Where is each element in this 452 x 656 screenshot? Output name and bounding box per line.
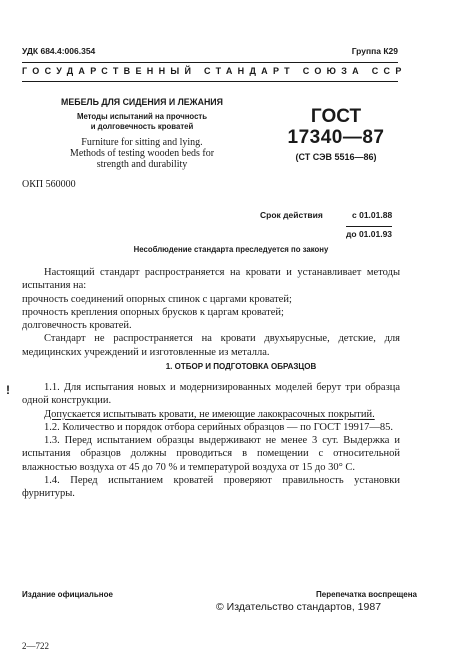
title-russian-subtitle-line1: Методы испытаний на прочность (76, 112, 208, 121)
intro-paragraph: Настоящий стандарт распространяется на кровати и устанавливает методы испытания на: (22, 267, 400, 292)
copyright: © Издательство стандартов, 1987 (216, 601, 382, 613)
group-code: Группа К29 (351, 46, 398, 56)
clause-1-1: 1.1. Для испытания новых и модернизированных моделей берут три образца одной конструкции. (22, 382, 400, 407)
page-code: 2—722 (22, 641, 49, 651)
intro-item: прочность соединений опорных спинок с царгами кроватей; (22, 293, 292, 305)
clause-1-4: 1.4. Перед испытанием кроватей проверяют правильность установки фурнитуры. (22, 475, 400, 500)
intro-section (22, 266, 400, 359)
clause-1-2: 1.2. Количество и порядок отбора серийных образцов — по ГОСТ 19917—85. (44, 421, 394, 433)
validity-from: с 01.01.88 (352, 210, 393, 220)
title-russian-subtitle (22, 112, 262, 132)
section-1-body (22, 381, 400, 501)
title-english-line1: Furniture for sitting and lying. (81, 137, 203, 148)
title-russian-main: МЕБЕЛЬ ДЛЯ СИДЕНИЯ И ЛЕЖАНИЯ (61, 97, 223, 107)
okp-code: ОКП 560000 (22, 179, 76, 190)
title-english-line3: strength and durability (96, 159, 188, 170)
margin-mark: ! (6, 383, 10, 397)
intro-exclusion: Стандарт не распространяется на кровати двухъярусные, детские, для медицинских учреждений и изготовленные из металла. (22, 333, 400, 358)
intro-item: прочность крепления опорных брусков к царгам кроватей; (22, 306, 284, 318)
clause-1-1-allowance: Допускается испытывать кровати, не имеющие лакокрасочных покрытий. (44, 408, 375, 420)
gost-label: ГОСТ (310, 106, 362, 127)
section-1-title: 1. ОТБОР И ПОДГОТОВКА ОБРАЗЦОВ (165, 362, 317, 371)
state-standard-banner: ГОСУДАРСТВЕННЫЙ СТАНДАРТ СОЮЗА ССР (22, 66, 407, 76)
official-edition: Издание официальное (22, 590, 113, 599)
udk-code: УДК 684.4:006.354 (22, 46, 96, 56)
title-russian-subtitle-line2: и долговечность кроватей (90, 122, 194, 131)
title-english-line2: Methods of testing wooden beds for (69, 148, 215, 159)
banner-rule (22, 81, 398, 82)
title-english (22, 137, 262, 170)
cmea-standard-number: (СТ СЭВ 5516—86) (295, 152, 377, 162)
validity-label: Срок действия (260, 210, 323, 220)
reprint-prohibited: Перепечатка воспрещена (316, 590, 417, 599)
top-rule (22, 62, 398, 63)
legal-notice: Несоблюдение стандарта преследуется по закону (133, 245, 329, 254)
validity-to: до 01.01.93 (346, 226, 392, 239)
clause-1-3: 1.3. Перед испытанием образцы выдерживают не менее 3 сут. Выдержка и испытания образцов должны проводиться в помещении с относительной влажностью воздуха от 45 до 70 % и температурой воздуха от 15 до 30° С. (22, 435, 400, 473)
intro-item: долговечность кроватей. (22, 320, 132, 332)
gost-number: 17340—87 (287, 127, 385, 148)
